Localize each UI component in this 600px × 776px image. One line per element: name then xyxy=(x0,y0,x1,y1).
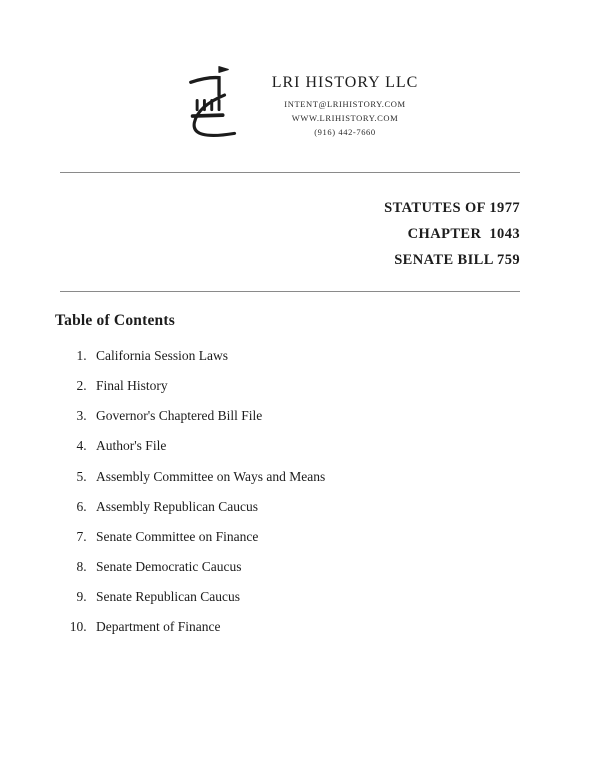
statute-year: STATUTES OF 1977 xyxy=(384,200,520,216)
company-phone: (916) 442-7660 xyxy=(314,127,376,137)
toc-item: 8. Senate Democratic Caucus xyxy=(90,557,600,577)
statute-bill: SENATE BILL 759 xyxy=(394,252,520,269)
toc-title: Table of Contents xyxy=(55,312,175,330)
toc-item: 9. Senate Republican Caucus xyxy=(90,587,600,607)
toc-item: 1. California Session Laws xyxy=(90,346,600,366)
lri-logo-icon xyxy=(172,64,246,148)
divider-bottom xyxy=(60,291,520,292)
statute-chapter: CHAPTER 1043 xyxy=(407,226,520,243)
toc-list xyxy=(0,346,600,636)
letterhead-text xyxy=(272,62,419,141)
toc-item: 5. Assembly Committee on Ways and Means xyxy=(90,467,600,487)
company-name: LRI HISTORY LLC xyxy=(271,74,419,91)
toc-item: 7. Senate Committee on Finance xyxy=(90,527,600,547)
toc-item: 3. Governor's Chaptered Bill File xyxy=(90,406,600,426)
company-email: INTENT@LRIHISTORY.COM xyxy=(284,99,406,109)
toc-item: 10. Department of Finance xyxy=(90,617,600,637)
toc-item: 2. Final History xyxy=(90,376,600,396)
statute-block xyxy=(0,195,520,273)
letterhead xyxy=(0,62,600,148)
divider-top xyxy=(60,172,520,173)
company-website: WWW.LRIHISTORY.COM xyxy=(291,113,399,123)
toc-item: 4. Author's File xyxy=(90,436,600,456)
toc-item: 6. Assembly Republican Caucus xyxy=(90,497,600,517)
